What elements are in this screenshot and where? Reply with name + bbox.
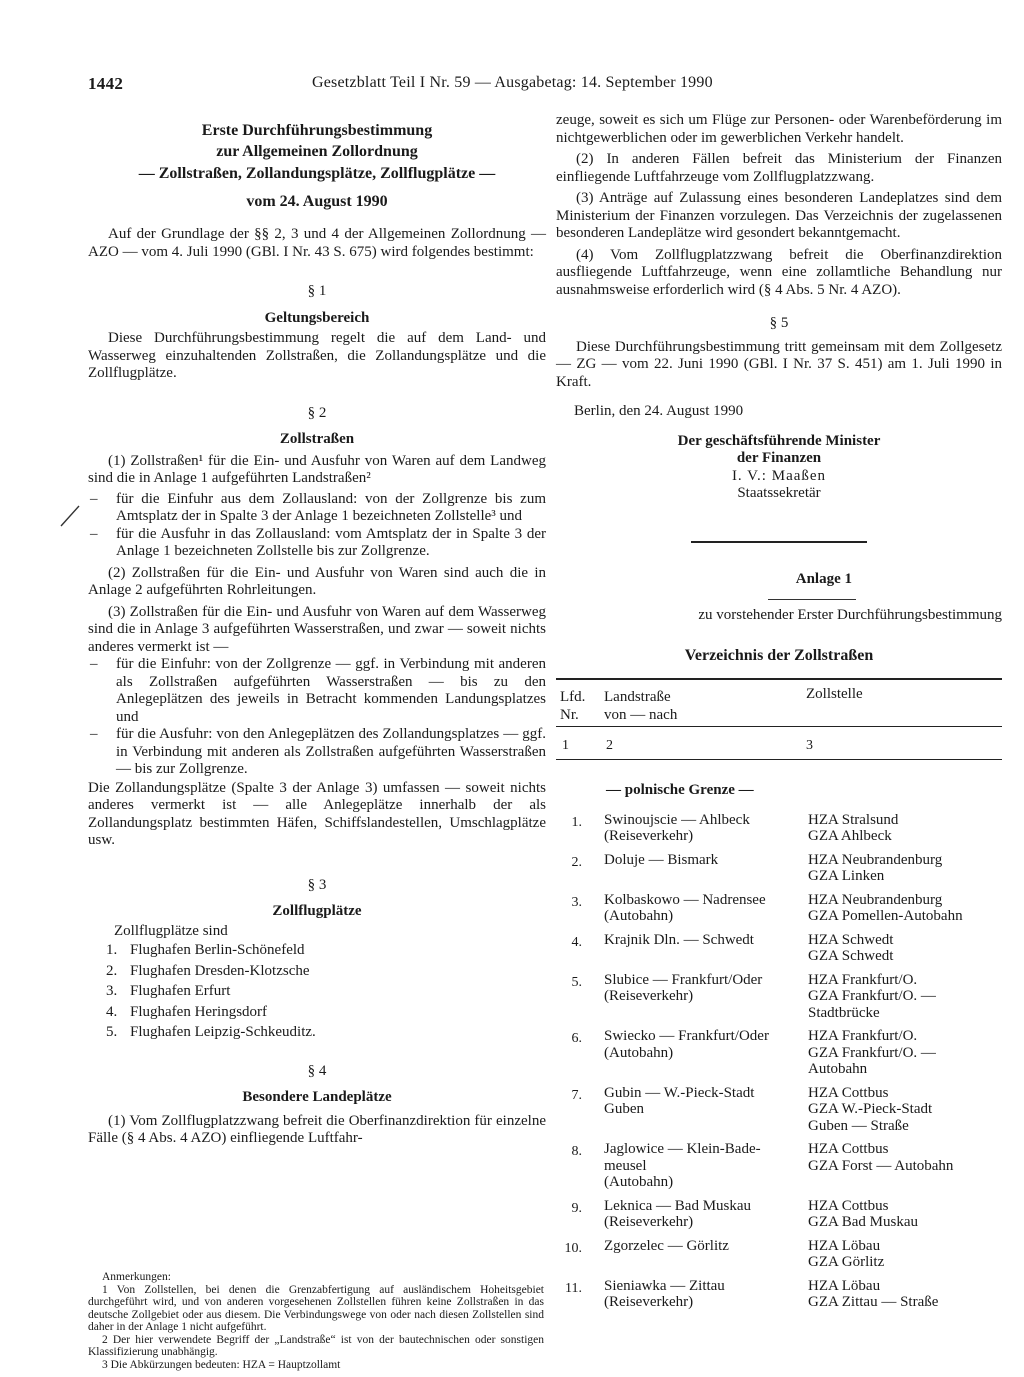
s3-list-item: 3. Flughafen Erfurt: [106, 983, 231, 999]
table-header: [556, 680, 1002, 726]
row-station: HZA Löbau GZA Zittau — Straße: [808, 1277, 939, 1310]
row-route: Leknica — Bad Muskau (Reiseverkehr): [604, 1197, 752, 1230]
row-station: HZA Cottbus GZA W.-Pieck-Stadt Guben — Straße: [808, 1084, 933, 1134]
s4-heading: Besondere Landeplätze: [242, 1089, 392, 1105]
s2-p1-item-1: – für die Einfuhr aus dem Zollausland: von der Zollgrenze bis zum Amtsplatz der in Spalte 3 der Anlage 1 bezeichneten Zollstelle³ und: [90, 490, 546, 524]
row-station: HZA Cottbus GZA Bad Muskau: [808, 1197, 918, 1230]
s4-p2: (2) In anderen Fällen befreit das Ministerium der Finanzen einfliegende Luftfahrzeuge vom Zollflugplatzzwang.: [556, 151, 1002, 185]
s2-number: § 2: [307, 404, 327, 421]
row-station: HZA Neubrandenburg GZA Pomellen-Autobahn: [808, 891, 963, 924]
signature-office-line2: der Finanzen: [736, 450, 822, 466]
s3-heading: Zollflugplätze: [272, 903, 362, 919]
table-numbers-rule: [556, 759, 1002, 760]
table-row: [556, 852, 1002, 885]
row-number: 8.: [571, 1144, 582, 1159]
row-route: Kolbaskowo — Nadrensee (Autobahn): [604, 891, 766, 924]
margin-pencil-mark: [59, 505, 81, 527]
row-route: Sieniawka — Zittau (Reiseverkehr): [604, 1277, 725, 1310]
s3-intro: Zollflugplätze sind: [114, 922, 228, 939]
s3-list-item: 4. Flughafen Heringsdorf: [106, 1003, 268, 1020]
row-route: Doluje — Bismark: [604, 851, 719, 868]
s2-p1-item-1-text: für die Einfuhr aus dem Zollausland: von der Zollgrenze bis zum Amtsplatz der in Spalte 3 der Anlage 1 bezeichneten Zollstelle³ und: [116, 490, 546, 524]
row-number: 4.: [571, 934, 582, 950]
s2-p2: (2) Zollstraßen für die Ein- und Ausfuhr von Waren sind auch die in Anlage 2 aufgeführten Rohrleitungen.: [88, 564, 546, 598]
row-number: 1.: [571, 814, 582, 830]
row-route: Slubice — Frankfurt/Oder (Reiseverkehr): [604, 971, 763, 1004]
s1-text: Diese Durchführungsbestimmung regelt die auf dem Land- und Wasserweg einzuhaltenden Zollstraßen, die Zollandungsplätze und die Zollflugplätze.: [88, 330, 546, 381]
row-route: Swiecko — Frankfurt/Oder (Autobahn): [604, 1028, 769, 1061]
s4-number: § 4: [307, 1062, 327, 1079]
row-route: Zgorzelec — Görlitz: [604, 1237, 729, 1254]
s2-p3-item-2: – für die Ausfuhr: von den Anlegeplätzen des Zollandungsplatzes — ggf. in Verbindung mit anderen als Zollstraßen aufgeführten Wasserstraßen — bis zur Zollgrenze.: [90, 726, 546, 777]
row-number: 2.: [571, 854, 582, 870]
s5-number: § 5: [769, 315, 789, 331]
row-station: HZA Stralsund GZA Ahlbeck: [808, 811, 899, 844]
row-number: 10.: [564, 1240, 582, 1256]
row-station: HZA Frankfurt/O. GZA Frankfurt/O. — Stadtbrücke: [808, 971, 936, 1021]
row-station: HZA Neubrandenburg GZA Linken: [808, 851, 943, 884]
signature-role: Staatssekretär: [737, 485, 821, 501]
footnote-2: 2 Der hier verwendete Begriff der „Landstraße“ ist von der bautechnischen oder sonstigen Klassifizierung unabhängig.: [88, 1333, 544, 1358]
s4-p1-continued: zeuge, soweit es sich um Flüge zur Personen- oder Warenbeförderung im nichtgewerblichen oder im gewerblichen Verkehr handelt.: [556, 112, 1002, 146]
footnote-1: 1 Von Zollstellen, bei denen die Grenzabfertigung auf ausländischem Hoheitsgebiet durchgeführt wird, und von anderen vorgesehenen Zollstellen führen keine Zollstraßen in das deutsche Zollgebiet oder aus diesem. Die Verbindungswege von oder nach diesen Zollstellen sind daher in der Anlage 1 nicht aufgeführt.: [88, 1283, 544, 1333]
s3-list-item: 2. Flughafen Dresden-Klotzsche: [106, 962, 310, 979]
s2-p3-item-1: – für die Einfuhr: von der Zollgrenze — ggf. in Verbindung mit anderen als Zollstraßen aufgeführten Wasserstraßen — bis zu den Anlegeplätzen des jeweils in Betracht kommenden Landungsplatzes und: [90, 656, 546, 725]
decree-date: vom 24. August 1990: [246, 193, 388, 210]
s2-heading: Zollstraßen: [279, 431, 355, 447]
table-row: [556, 1141, 1002, 1191]
row-number: 5.: [571, 974, 582, 990]
section-divider: [691, 541, 867, 543]
s4-p3: (3) Anträge auf Zulassung eines besonderen Landeplatzes sind dem Ministerium der Finanzen vorzulegen. Das Verzeichnis der zugelassenen besonderen Landeplätze wird gesondert bekanntgemacht.: [556, 190, 1002, 241]
signature-name: I. V.: Maaßen: [731, 467, 827, 484]
s2-p3-item-2-text: für die Ausfuhr: von den Anlegeplätzen des Zollandungsplatzes — ggf. in Verbindung mit anderen als Zollstraßen aufgeführten Wasserstraßen — bis zur Zollgrenze.: [116, 726, 546, 777]
s3-number: § 3: [307, 876, 327, 893]
s1-heading: Geltungsbereich: [264, 309, 370, 326]
s4-p1-start: (1) Vom Zollflugplatzzwang befreit die Oberfinanzdirektion für einzelne Fälle (§ 4 Abs. 4 AZO) einfliegende Luftfahr-: [88, 1112, 546, 1146]
s2-p3: (3) Zollstraßen für die Ein- und Ausfuhr von Waren auf dem Wasserweg sind die in Anlage 3 aufgeführten Wasserstraßen, und zwar — soweit nichts anderes vermerkt ist —: [88, 603, 546, 655]
s3-list-item: 5. Flughafen Leipzig-Schkeuditz.: [106, 1024, 316, 1040]
s4-p4: (4) Vom Zollflugplatzzwang befreit die Oberfinanzdirektion ausfliegende Luftfahrzeuge, wenn eine zollamtliche Behandlung nur ausnahmsweise erforderlich wird (§ 4 Abs. 5 Nr. 4 AZO).: [556, 246, 1002, 298]
row-station: HZA Frankfurt/O. GZA Frankfurt/O. — Autobahn: [808, 1028, 936, 1077]
row-number: 7.: [571, 1087, 582, 1103]
s3-list: [88, 940, 546, 1043]
row-number: 9.: [571, 1200, 582, 1216]
footnotes-label: Anmerkungen:: [102, 1271, 171, 1283]
s5-text: Diese Durchführungsbestimmung tritt gemeinsam mit dem Zollgesetz — ZG — vom 22. Juni 1990 (GBl. I Nr. 37 S. 451) am 1. Juli 1990 in Kraft.: [556, 338, 1002, 390]
table-row: [556, 1028, 1002, 1078]
page-header: [88, 74, 993, 100]
row-number: 6.: [571, 1031, 582, 1046]
table-row: [556, 812, 1002, 845]
s1-number: § 1: [307, 283, 327, 299]
s2-p1: (1) Zollstraßen¹ für die Ein- und Ausfuhr von Waren auf dem Landweg sind die in Anlage 1 aufgeführten Landstraßen²: [88, 452, 546, 486]
s2-p3-item-1-text: für die Einfuhr: von der Zollgrenze — ggf. in Verbindung mit anderen als Zollstraßen aufgeführten Wasserstraßen — bis zu den Anlegeplätzen des jeweils in Betracht kommenden Landungsplatzes und: [116, 656, 546, 725]
table-row: [556, 1085, 1002, 1135]
right-column: [556, 112, 1002, 1318]
row-route: Krajnik Dln. — Schwedt: [604, 931, 754, 948]
footnote-3: 3 Die Abkürzungen bedeuten: HZA = Hauptzollamt: [102, 1358, 341, 1371]
row-station: HZA Cottbus GZA Forst — Autobahn: [808, 1141, 954, 1174]
row-station: HZA Schwedt GZA Schwedt: [808, 931, 894, 964]
table-row: [556, 932, 1002, 965]
table-row: [556, 1278, 1002, 1311]
footnotes: [88, 1271, 544, 1371]
table-row: [556, 972, 1002, 1022]
anlage-title-underline: [768, 599, 856, 600]
col-head-route: Landstraße von — nach: [604, 689, 678, 723]
s2-p1-item-2-text: für die Ausfuhr in das Zollausland: vom Amtsplatz der in Spalte 3 der Anlage 1 bezeichneten Zollstelle bis zur Zollgrenze.: [116, 525, 546, 559]
table-group-label: — polnische Grenze —: [606, 782, 754, 798]
col-head-station: Zollstelle: [806, 686, 863, 702]
s2-p4: Die Zollandungsplätze (Spalte 3 der Anlage 3) umfassen — soweit nichts anderes vermerkt ist — alle Anlegeplätze innerhalb der als Zollandungsplatz bestimmten Häfen, Schiffslandestellen, Umschlagplätze usw.: [88, 779, 546, 848]
s3-list-item: 1. Flughafen Berlin-Schönefeld: [106, 942, 305, 958]
left-column: [88, 120, 546, 1148]
row-route: Jaglowice — Klein-Bade- meusel (Autobahn): [604, 1141, 761, 1190]
table-row: [556, 1238, 1002, 1271]
running-title: Gesetzblatt Teil I Nr. 59 — Ausgabetag: 14. September 1990: [312, 74, 713, 91]
table-body: [556, 812, 1002, 1311]
row-station: HZA Löbau GZA Görlitz: [808, 1237, 885, 1270]
row-number: 11.: [565, 1280, 582, 1296]
s2-p1-item-2: – für die Ausfuhr in das Zollausland: vom Amtsplatz der in Spalte 3 der Anlage 1 bezeichneten Zollstelle bis zur Zollgrenze.: [90, 525, 546, 559]
anlage-subtitle: zu vorstehender Erster Durchführungsbestimmung: [698, 607, 1002, 623]
row-route: Swinoujscie — Ahlbeck (Reiseverkehr): [604, 811, 750, 844]
table-column-numbers: 1 2 3: [562, 738, 813, 753]
anlage-title: Anlage 1: [795, 570, 852, 587]
signature-place-date: Berlin, den 24. August 1990: [574, 403, 744, 419]
row-route: Gubin — W.-Pieck-Stadt Guben: [604, 1084, 755, 1117]
decree-title-line1: Erste Durchführungsbestimmung: [201, 122, 433, 139]
anlage-heading: Verzeichnis der Zollstraßen: [684, 646, 874, 664]
col-head-nr: Lfd. Nr.: [560, 689, 586, 723]
signature-office-line1: Der geschäftsführende Minister: [677, 432, 881, 449]
table-row: [556, 892, 1002, 925]
page-number: 1442: [88, 74, 124, 93]
preamble: Auf der Grundlage der §§ 2, 3 und 4 der Allgemeinen Zollordnung — AZO — vom 4. Juli 1990 (GBl. I Nr. 43 S. 675) wird folgendes bestimmt:: [88, 226, 546, 260]
row-number: 3.: [571, 894, 582, 910]
anlage-title-underline-wrap: [556, 588, 1002, 605]
table-row: [556, 1198, 1002, 1231]
decree-title-line3: — Zollstraßen, Zollandungsplätze, Zollflugplätze —: [138, 165, 496, 182]
decree-title-line2: zur Allgemeinen Zollordnung: [216, 143, 418, 160]
